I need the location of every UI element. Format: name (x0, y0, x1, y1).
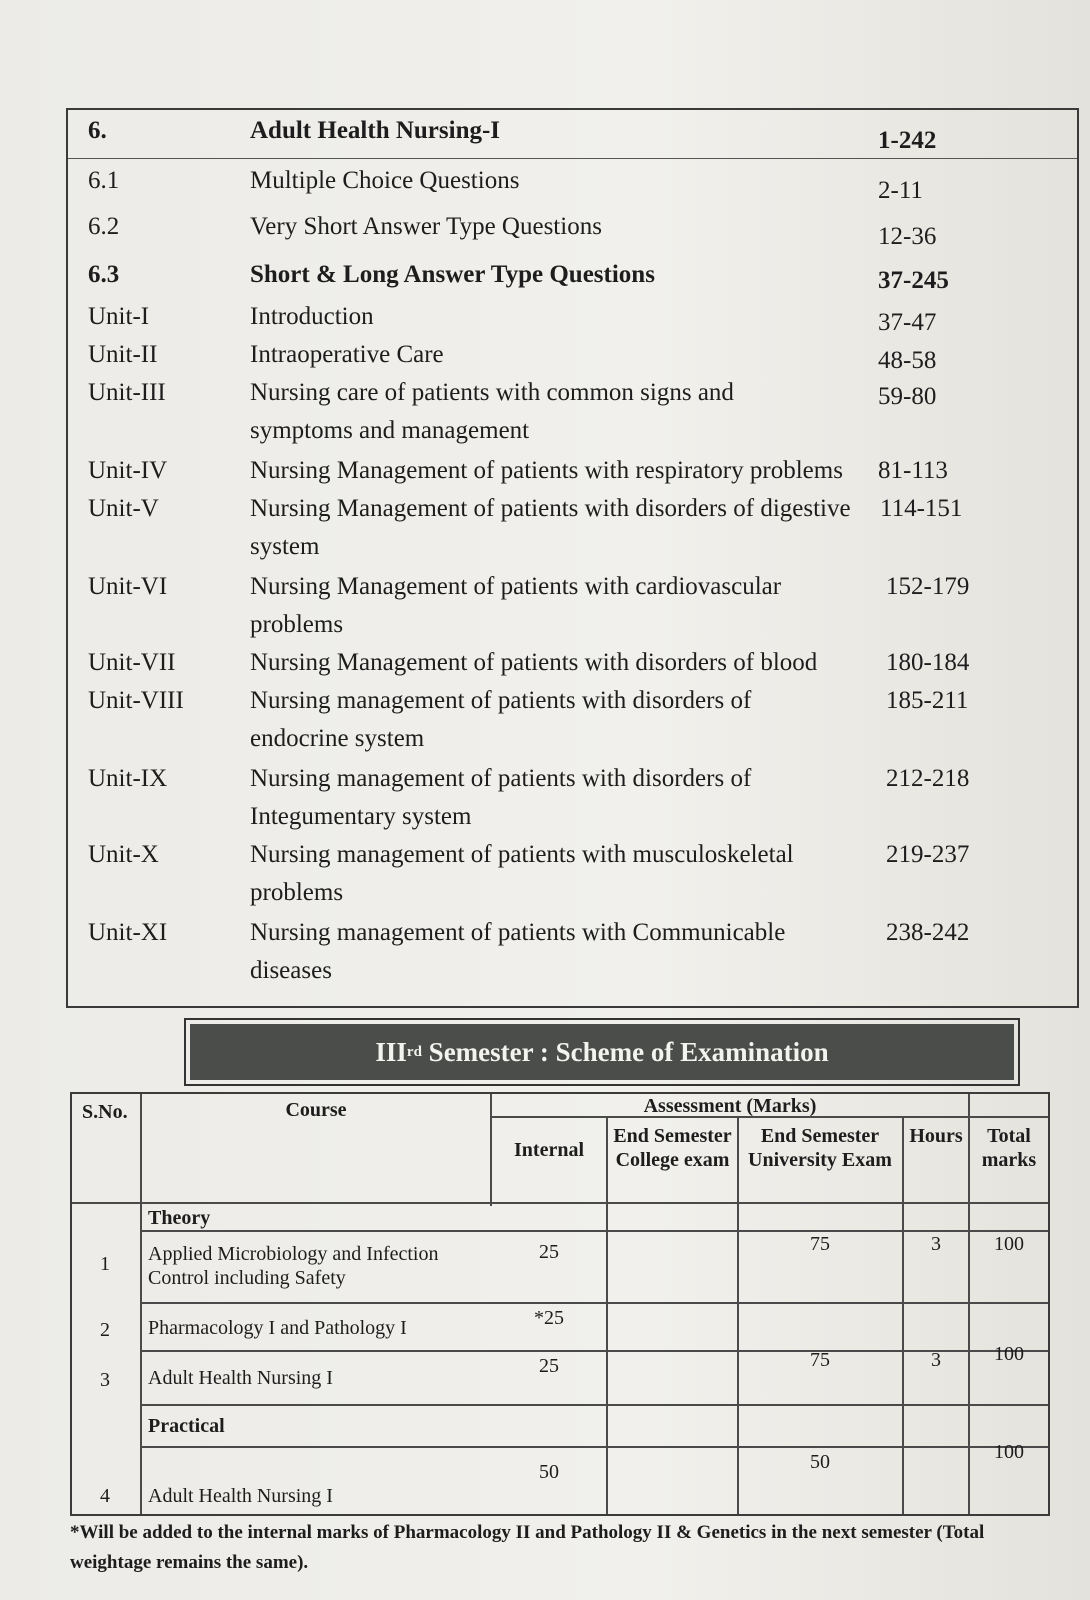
toc-title: Multiple Choice Questions (250, 167, 520, 194)
table-rule (737, 1116, 739, 1514)
toc-pages: 59-80 (878, 383, 937, 410)
table-rule (72, 1202, 1048, 1204)
toc-number: 6.2 (88, 213, 120, 240)
banner-title (190, 1024, 1014, 1080)
toc-number: 6.3 (88, 261, 120, 288)
toc-pages: 152-179 (886, 573, 970, 600)
row-sno: 2 (100, 1319, 110, 1341)
row-internal: 25 (539, 1355, 559, 1377)
row-sno: 1 (100, 1253, 110, 1275)
header-internal: Internal (514, 1139, 584, 1161)
toc-title: Nursing management of patients with disorders of endocrine system (250, 687, 752, 752)
row-total: 100 (994, 1343, 1024, 1365)
toc-title: Intraoperative Care (250, 341, 444, 368)
section-banner (184, 1018, 1020, 1086)
header-end-university: End Semester University Exam (748, 1125, 892, 1171)
exam-scheme-table (70, 1092, 1050, 1516)
row-total: 100 (994, 1441, 1024, 1463)
toc-title: Nursing management of patients with disorders of Integumentary system (250, 765, 752, 830)
toc-number: 6. (88, 117, 107, 144)
toc-pages: 212-218 (886, 765, 970, 792)
toc-number: Unit-VI (88, 573, 168, 600)
toc-title: Nursing Management of patients with cardiovascular problems (250, 573, 782, 638)
row-hours: 3 (931, 1233, 941, 1255)
toc-pages: 185-211 (886, 687, 969, 714)
header-end-college: End Semester College exam (613, 1125, 732, 1171)
toc-title: Nursing management of patients with Communicable diseases (250, 919, 786, 984)
toc-title: Adult Health Nursing-I (250, 117, 501, 144)
row-course: Pharmacology I and Pathology I (148, 1317, 407, 1339)
toc-number: Unit-X (88, 841, 159, 868)
toc-pages: 12-36 (878, 223, 937, 250)
row-university: 75 (810, 1349, 830, 1371)
row-sno: 3 (100, 1369, 110, 1391)
toc-pages: 238-242 (886, 919, 970, 946)
table-rule (902, 1116, 904, 1514)
toc-number: Unit-I (88, 303, 150, 330)
toc-pages: 2-11 (878, 177, 923, 204)
toc-number: Unit-II (88, 341, 158, 368)
toc-title: Nursing Management of patients with respiratory problems (250, 457, 843, 484)
table-rule (140, 1446, 1048, 1448)
toc-pages: 81-113 (878, 457, 948, 484)
row-hours: 3 (931, 1349, 941, 1371)
toc-number: Unit-XI (88, 919, 168, 946)
toc-number: 6.1 (88, 167, 120, 194)
row-internal: 50 (539, 1461, 559, 1483)
row-course: Adult Health Nursing I (148, 1367, 333, 1389)
header-assessment: Assessment (Marks) (643, 1095, 817, 1117)
toc-title: Short & Long Answer Type Questions (250, 261, 655, 288)
row-total: 100 (994, 1233, 1024, 1255)
toc-pages: 48-58 (878, 347, 937, 374)
toc-pages: 219-237 (886, 841, 970, 868)
row-internal: 25 (539, 1241, 559, 1263)
toc-number: Unit-III (88, 379, 166, 406)
row-course: Adult Health Nursing I (148, 1485, 333, 1507)
toc-number: Unit-VIII (88, 687, 184, 714)
row-internal: *25 (534, 1307, 564, 1329)
toc-divider (68, 158, 1077, 159)
table-of-contents (66, 108, 1079, 1008)
toc-title: Very Short Answer Type Questions (250, 213, 602, 240)
table-rule (606, 1116, 608, 1514)
row-course: Applied Microbiology and Infection Control including Safety (148, 1243, 439, 1289)
toc-pages: 1-242 (878, 127, 937, 154)
table-rule (140, 1094, 142, 1514)
toc-pages: 180-184 (886, 649, 970, 676)
toc-title: Nursing Management of patients with disorders of digestive system (250, 495, 851, 560)
toc-number: Unit-V (88, 495, 159, 522)
toc-title: Introduction (250, 303, 374, 330)
toc-title: Nursing Management of patients with disorders of blood (250, 649, 818, 676)
row-university: 75 (810, 1233, 830, 1255)
toc-number: Unit-VII (88, 649, 176, 676)
footnote: *Will be added to the internal marks of Pharmacology II and Pathology II & Genetics in the next semester (Total weightage remains the same). (70, 1522, 985, 1573)
header-course: Course (285, 1099, 347, 1121)
section-theory: Theory (148, 1207, 211, 1229)
banner-roman: III (375, 1036, 407, 1067)
header-hours: Hours (909, 1125, 963, 1147)
toc-title: Nursing management of patients with musculoskeletal problems (250, 841, 794, 906)
toc-number: Unit-IV (88, 457, 168, 484)
banner-ordinal: rd (406, 1043, 422, 1060)
toc-number: Unit-IX (88, 765, 168, 792)
toc-pages: 37-47 (878, 309, 937, 336)
toc-title: Nursing care of patients with common signs and symptoms and management (250, 379, 734, 444)
banner-text: Semester : Scheme of Examination (421, 1036, 829, 1067)
toc-pages: 114-151 (880, 495, 963, 522)
header-sno: S.No. (82, 1101, 128, 1123)
table-rule (140, 1302, 1048, 1304)
row-university: 50 (810, 1451, 830, 1473)
toc-pages: 37-245 (878, 267, 949, 294)
header-total: Total marks (981, 1125, 1037, 1171)
section-practical: Practical (148, 1415, 225, 1437)
table-rule (140, 1404, 1048, 1406)
row-sno: 4 (100, 1485, 110, 1507)
